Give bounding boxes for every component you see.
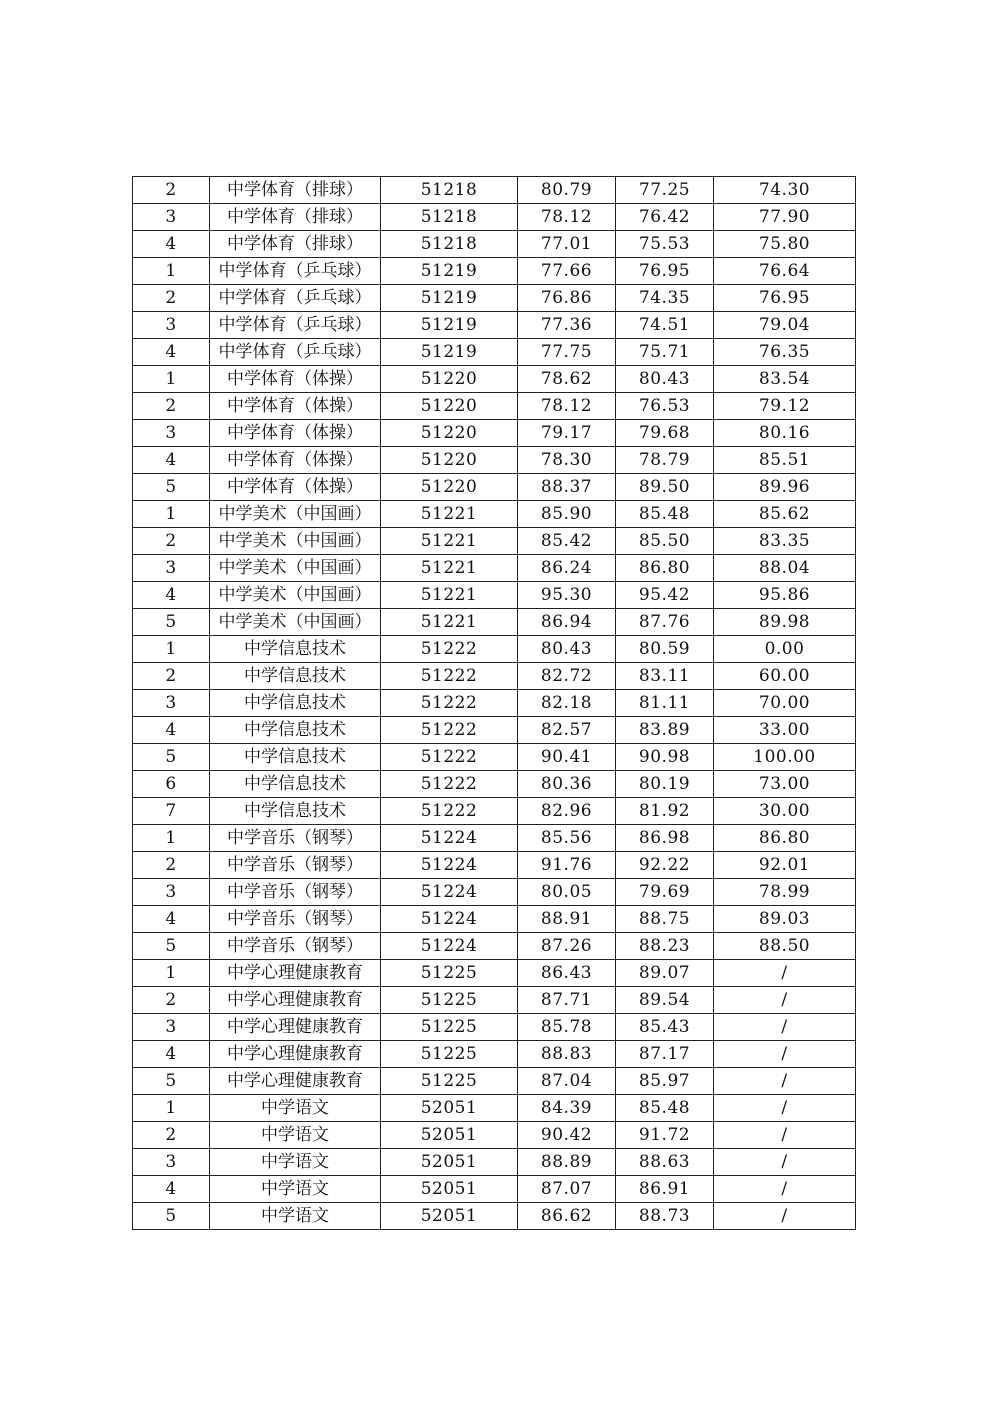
code-cell: 51224	[381, 879, 518, 906]
rank-cell: 4	[133, 1176, 210, 1203]
score-a-cell: 88.91	[518, 906, 616, 933]
subject-cell: 中学体育（体操）	[210, 474, 381, 501]
table-row	[133, 447, 856, 474]
table-row	[133, 582, 856, 609]
score-c-cell: 85.62	[714, 501, 856, 528]
score-a-cell: 82.57	[518, 717, 616, 744]
rank-cell: 1	[133, 366, 210, 393]
table-row	[133, 528, 856, 555]
score-c-cell: 77.90	[714, 204, 856, 231]
score-a-cell: 90.41	[518, 744, 616, 771]
score-b-cell: 76.42	[616, 204, 714, 231]
rank-cell: 3	[133, 690, 210, 717]
score-a-cell: 85.90	[518, 501, 616, 528]
score-b-cell: 80.19	[616, 771, 714, 798]
table-row	[133, 1041, 856, 1068]
rank-cell: 3	[133, 555, 210, 582]
score-b-cell: 75.53	[616, 231, 714, 258]
score-b-cell: 83.11	[616, 663, 714, 690]
score-b-cell: 86.98	[616, 825, 714, 852]
subject-cell: 中学体育（排球）	[210, 231, 381, 258]
score-a-cell: 77.75	[518, 339, 616, 366]
subject-cell: 中学语文	[210, 1122, 381, 1149]
subject-cell: 中学音乐（钢琴）	[210, 879, 381, 906]
table-row	[133, 879, 856, 906]
rank-cell: 2	[133, 393, 210, 420]
code-cell: 51222	[381, 690, 518, 717]
score-a-cell: 78.30	[518, 447, 616, 474]
code-cell: 51218	[381, 204, 518, 231]
score-c-cell: /	[714, 1176, 856, 1203]
score-b-cell: 81.92	[616, 798, 714, 825]
score-c-cell: 89.96	[714, 474, 856, 501]
subject-cell: 中学信息技术	[210, 663, 381, 690]
subject-cell: 中学体育（乒乓球）	[210, 312, 381, 339]
score-b-cell: 85.48	[616, 501, 714, 528]
score-b-cell: 74.51	[616, 312, 714, 339]
score-b-cell: 76.95	[616, 258, 714, 285]
code-cell: 51221	[381, 555, 518, 582]
score-b-cell: 76.53	[616, 393, 714, 420]
table-row	[133, 555, 856, 582]
code-cell: 51222	[381, 663, 518, 690]
score-b-cell: 92.22	[616, 852, 714, 879]
rank-cell: 2	[133, 987, 210, 1014]
table-row	[133, 312, 856, 339]
score-b-cell: 85.48	[616, 1095, 714, 1122]
subject-cell: 中学体育（体操）	[210, 420, 381, 447]
score-b-cell: 79.68	[616, 420, 714, 447]
table-row	[133, 852, 856, 879]
score-a-cell: 95.30	[518, 582, 616, 609]
score-b-cell: 83.89	[616, 717, 714, 744]
score-a-cell: 80.05	[518, 879, 616, 906]
score-b-cell: 88.75	[616, 906, 714, 933]
code-cell: 51225	[381, 1068, 518, 1095]
code-cell: 51220	[381, 420, 518, 447]
score-a-cell: 87.71	[518, 987, 616, 1014]
rank-cell: 3	[133, 420, 210, 447]
code-cell: 51221	[381, 501, 518, 528]
subject-cell: 中学语文	[210, 1095, 381, 1122]
score-b-cell: 88.73	[616, 1203, 714, 1230]
rank-cell: 4	[133, 906, 210, 933]
score-b-cell: 86.80	[616, 555, 714, 582]
score-c-cell: 74.30	[714, 177, 856, 204]
score-b-cell: 90.98	[616, 744, 714, 771]
score-c-cell: 0.00	[714, 636, 856, 663]
score-a-cell: 87.07	[518, 1176, 616, 1203]
score-a-cell: 79.17	[518, 420, 616, 447]
code-cell: 51221	[381, 528, 518, 555]
score-a-cell: 84.39	[518, 1095, 616, 1122]
score-c-cell: 88.04	[714, 555, 856, 582]
rank-cell: 2	[133, 528, 210, 555]
score-a-cell: 87.26	[518, 933, 616, 960]
table-row	[133, 204, 856, 231]
score-b-cell: 91.72	[616, 1122, 714, 1149]
subject-cell: 中学体育（排球）	[210, 204, 381, 231]
table-row	[133, 663, 856, 690]
code-cell: 51218	[381, 231, 518, 258]
score-a-cell: 86.94	[518, 609, 616, 636]
score-c-cell: 30.00	[714, 798, 856, 825]
score-c-cell: /	[714, 1203, 856, 1230]
code-cell: 51225	[381, 960, 518, 987]
table-row	[133, 744, 856, 771]
score-a-cell: 86.43	[518, 960, 616, 987]
score-b-cell: 87.17	[616, 1041, 714, 1068]
rank-cell: 1	[133, 258, 210, 285]
table-row	[133, 987, 856, 1014]
table-row	[133, 1095, 856, 1122]
table-row	[133, 717, 856, 744]
table-row	[133, 474, 856, 501]
score-c-cell: 85.51	[714, 447, 856, 474]
table-row	[133, 1203, 856, 1230]
code-cell: 52051	[381, 1176, 518, 1203]
subject-cell: 中学信息技术	[210, 690, 381, 717]
code-cell: 51225	[381, 1041, 518, 1068]
score-a-cell: 76.86	[518, 285, 616, 312]
score-b-cell: 78.79	[616, 447, 714, 474]
table-row	[133, 177, 856, 204]
score-a-cell: 82.72	[518, 663, 616, 690]
score-b-cell: 74.35	[616, 285, 714, 312]
score-c-cell: 92.01	[714, 852, 856, 879]
score-c-cell: 100.00	[714, 744, 856, 771]
rank-cell: 5	[133, 474, 210, 501]
score-c-cell: 76.95	[714, 285, 856, 312]
score-c-cell: /	[714, 1041, 856, 1068]
rank-cell: 1	[133, 825, 210, 852]
score-a-cell: 88.37	[518, 474, 616, 501]
score-b-cell: 89.54	[616, 987, 714, 1014]
code-cell: 51224	[381, 906, 518, 933]
score-c-cell: /	[714, 1149, 856, 1176]
table-row	[133, 933, 856, 960]
subject-cell: 中学心理健康教育	[210, 1068, 381, 1095]
rank-cell: 3	[133, 204, 210, 231]
code-cell: 52051	[381, 1095, 518, 1122]
score-c-cell: 76.64	[714, 258, 856, 285]
score-c-cell: 78.99	[714, 879, 856, 906]
score-a-cell: 80.79	[518, 177, 616, 204]
score-b-cell: 85.50	[616, 528, 714, 555]
rank-cell: 5	[133, 1203, 210, 1230]
subject-cell: 中学心理健康教育	[210, 960, 381, 987]
subject-cell: 中学体育（排球）	[210, 177, 381, 204]
rank-cell: 4	[133, 1041, 210, 1068]
rank-cell: 3	[133, 879, 210, 906]
code-cell: 51219	[381, 312, 518, 339]
score-b-cell: 77.25	[616, 177, 714, 204]
score-a-cell: 86.62	[518, 1203, 616, 1230]
subject-cell: 中学体育（乒乓球）	[210, 258, 381, 285]
subject-cell: 中学美术（中国画）	[210, 501, 381, 528]
code-cell: 51220	[381, 393, 518, 420]
score-b-cell: 81.11	[616, 690, 714, 717]
code-cell: 51222	[381, 636, 518, 663]
table-row	[133, 258, 856, 285]
score-a-cell: 78.62	[518, 366, 616, 393]
score-b-cell: 79.69	[616, 879, 714, 906]
rank-cell: 2	[133, 852, 210, 879]
code-cell: 51219	[381, 258, 518, 285]
rank-cell: 3	[133, 1014, 210, 1041]
score-a-cell: 80.43	[518, 636, 616, 663]
score-b-cell: 88.63	[616, 1149, 714, 1176]
table-row	[133, 420, 856, 447]
score-c-cell: 89.98	[714, 609, 856, 636]
score-c-cell: 76.35	[714, 339, 856, 366]
rank-cell: 2	[133, 663, 210, 690]
score-c-cell: 79.04	[714, 312, 856, 339]
score-b-cell: 87.76	[616, 609, 714, 636]
code-cell: 51221	[381, 582, 518, 609]
code-cell: 51224	[381, 933, 518, 960]
score-a-cell: 77.66	[518, 258, 616, 285]
rank-cell: 4	[133, 339, 210, 366]
score-c-cell: 95.86	[714, 582, 856, 609]
code-cell: 51220	[381, 447, 518, 474]
table-row	[133, 771, 856, 798]
rank-cell: 3	[133, 1149, 210, 1176]
table-row	[133, 690, 856, 717]
subject-cell: 中学美术（中国画）	[210, 555, 381, 582]
score-b-cell: 80.43	[616, 366, 714, 393]
rank-cell: 1	[133, 636, 210, 663]
score-c-cell: 89.03	[714, 906, 856, 933]
table-row	[133, 1176, 856, 1203]
rank-cell: 4	[133, 717, 210, 744]
score-a-cell: 91.76	[518, 852, 616, 879]
score-c-cell: 83.35	[714, 528, 856, 555]
code-cell: 52051	[381, 1149, 518, 1176]
table-row	[133, 1122, 856, 1149]
rank-cell: 5	[133, 744, 210, 771]
rank-cell: 2	[133, 1122, 210, 1149]
subject-cell: 中学体育（体操）	[210, 447, 381, 474]
rank-cell: 4	[133, 231, 210, 258]
code-cell: 51222	[381, 717, 518, 744]
table-row	[133, 1014, 856, 1041]
code-cell: 51224	[381, 852, 518, 879]
subject-cell: 中学美术（中国画）	[210, 528, 381, 555]
score-c-cell: 70.00	[714, 690, 856, 717]
table-row	[133, 501, 856, 528]
score-b-cell: 75.71	[616, 339, 714, 366]
subject-cell: 中学体育（体操）	[210, 393, 381, 420]
score-b-cell: 86.91	[616, 1176, 714, 1203]
table-row	[133, 231, 856, 258]
code-cell: 51221	[381, 609, 518, 636]
score-c-cell: 60.00	[714, 663, 856, 690]
table-row	[133, 1068, 856, 1095]
code-cell: 51218	[381, 177, 518, 204]
subject-cell: 中学体育（乒乓球）	[210, 339, 381, 366]
subject-cell: 中学体育（乒乓球）	[210, 285, 381, 312]
score-a-cell: 86.24	[518, 555, 616, 582]
rank-cell: 4	[133, 582, 210, 609]
score-c-cell: 75.80	[714, 231, 856, 258]
code-cell: 51225	[381, 1014, 518, 1041]
code-cell: 51219	[381, 285, 518, 312]
table-row	[133, 798, 856, 825]
rank-cell: 1	[133, 501, 210, 528]
score-b-cell: 89.07	[616, 960, 714, 987]
score-a-cell: 82.18	[518, 690, 616, 717]
table-row	[133, 366, 856, 393]
score-c-cell: 33.00	[714, 717, 856, 744]
rank-cell: 7	[133, 798, 210, 825]
score-a-cell: 85.56	[518, 825, 616, 852]
score-b-cell: 88.23	[616, 933, 714, 960]
score-a-cell: 80.36	[518, 771, 616, 798]
subject-cell: 中学心理健康教育	[210, 987, 381, 1014]
score-table-body	[133, 177, 856, 1230]
score-c-cell: /	[714, 960, 856, 987]
score-c-cell: /	[714, 1014, 856, 1041]
code-cell: 51219	[381, 339, 518, 366]
score-a-cell: 88.89	[518, 1149, 616, 1176]
code-cell: 51220	[381, 474, 518, 501]
subject-cell: 中学心理健康教育	[210, 1014, 381, 1041]
score-c-cell: 80.16	[714, 420, 856, 447]
score-c-cell: 73.00	[714, 771, 856, 798]
table-row	[133, 906, 856, 933]
score-c-cell: /	[714, 987, 856, 1014]
score-a-cell: 87.04	[518, 1068, 616, 1095]
score-b-cell: 85.43	[616, 1014, 714, 1041]
table-row	[133, 960, 856, 987]
score-c-cell: 88.50	[714, 933, 856, 960]
table-row	[133, 393, 856, 420]
subject-cell: 中学信息技术	[210, 717, 381, 744]
table-row	[133, 609, 856, 636]
subject-cell: 中学美术（中国画）	[210, 582, 381, 609]
score-table	[132, 176, 856, 1230]
code-cell: 51222	[381, 744, 518, 771]
code-cell: 51222	[381, 771, 518, 798]
score-b-cell: 89.50	[616, 474, 714, 501]
subject-cell: 中学音乐（钢琴）	[210, 933, 381, 960]
score-a-cell: 78.12	[518, 204, 616, 231]
subject-cell: 中学音乐（钢琴）	[210, 906, 381, 933]
table-row	[133, 1149, 856, 1176]
rank-cell: 2	[133, 285, 210, 312]
table-row	[133, 339, 856, 366]
code-cell: 51225	[381, 987, 518, 1014]
score-a-cell: 85.78	[518, 1014, 616, 1041]
score-a-cell: 90.42	[518, 1122, 616, 1149]
rank-cell: 1	[133, 960, 210, 987]
code-cell: 51222	[381, 798, 518, 825]
score-a-cell: 85.42	[518, 528, 616, 555]
subject-cell: 中学语文	[210, 1176, 381, 1203]
rank-cell: 5	[133, 933, 210, 960]
score-b-cell: 85.97	[616, 1068, 714, 1095]
table-row	[133, 825, 856, 852]
rank-cell: 2	[133, 177, 210, 204]
subject-cell: 中学信息技术	[210, 636, 381, 663]
rank-cell: 4	[133, 447, 210, 474]
score-c-cell: /	[714, 1095, 856, 1122]
rank-cell: 6	[133, 771, 210, 798]
score-c-cell: /	[714, 1122, 856, 1149]
score-a-cell: 82.96	[518, 798, 616, 825]
subject-cell: 中学音乐（钢琴）	[210, 825, 381, 852]
score-b-cell: 95.42	[616, 582, 714, 609]
score-c-cell: 86.80	[714, 825, 856, 852]
subject-cell: 中学语文	[210, 1149, 381, 1176]
subject-cell: 中学美术（中国画）	[210, 609, 381, 636]
score-a-cell: 77.36	[518, 312, 616, 339]
subject-cell: 中学音乐（钢琴）	[210, 852, 381, 879]
subject-cell: 中学体育（体操）	[210, 366, 381, 393]
table-row	[133, 285, 856, 312]
subject-cell: 中学语文	[210, 1203, 381, 1230]
score-c-cell: /	[714, 1068, 856, 1095]
score-c-cell: 83.54	[714, 366, 856, 393]
score-b-cell: 80.59	[616, 636, 714, 663]
code-cell: 52051	[381, 1122, 518, 1149]
subject-cell: 中学心理健康教育	[210, 1041, 381, 1068]
subject-cell: 中学信息技术	[210, 771, 381, 798]
score-a-cell: 77.01	[518, 231, 616, 258]
score-a-cell: 88.83	[518, 1041, 616, 1068]
rank-cell: 5	[133, 1068, 210, 1095]
table-row	[133, 636, 856, 663]
code-cell: 51220	[381, 366, 518, 393]
rank-cell: 1	[133, 1095, 210, 1122]
subject-cell: 中学信息技术	[210, 798, 381, 825]
subject-cell: 中学信息技术	[210, 744, 381, 771]
score-a-cell: 78.12	[518, 393, 616, 420]
code-cell: 51224	[381, 825, 518, 852]
rank-cell: 5	[133, 609, 210, 636]
code-cell: 52051	[381, 1203, 518, 1230]
rank-cell: 3	[133, 312, 210, 339]
score-c-cell: 79.12	[714, 393, 856, 420]
